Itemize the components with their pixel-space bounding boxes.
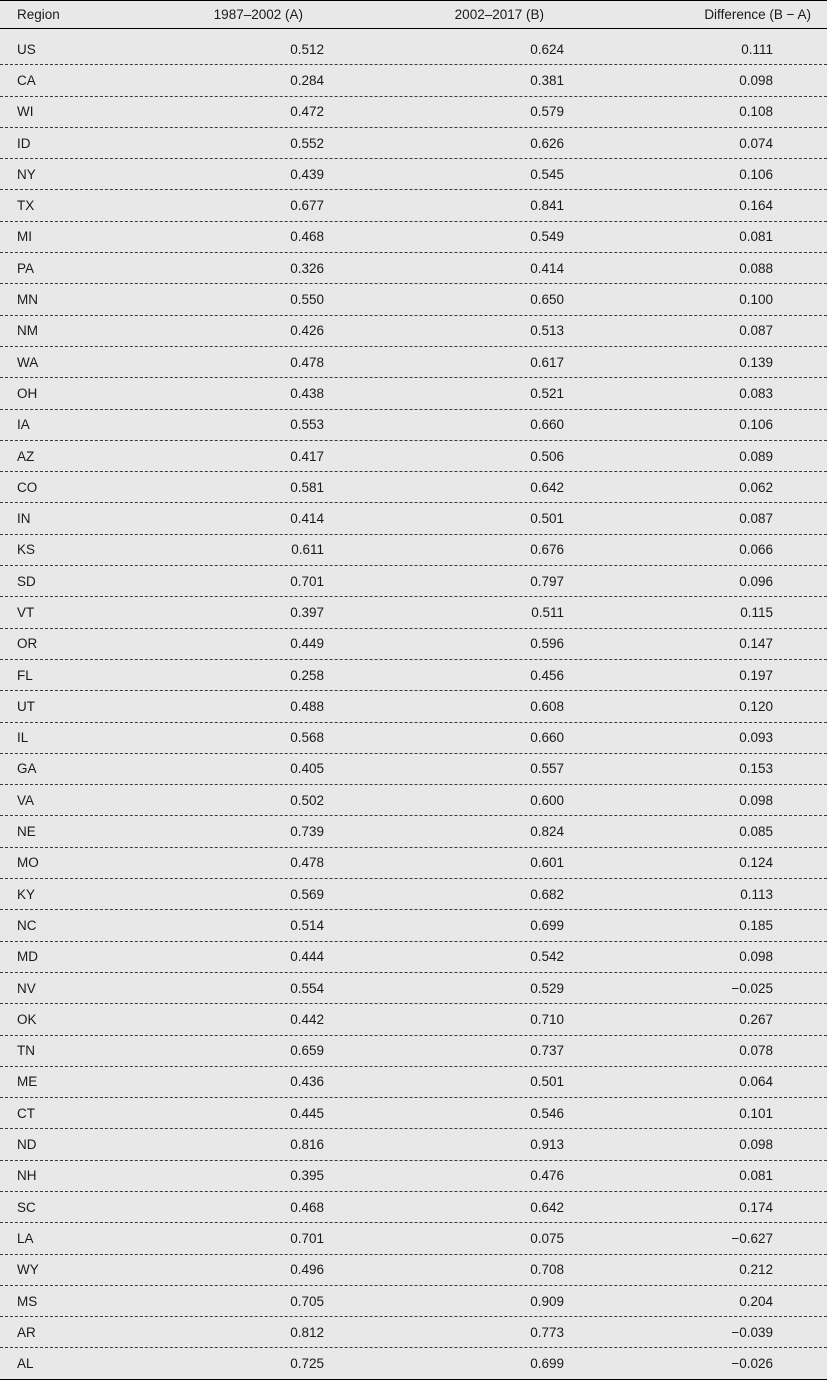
table-row <box>0 1223 827 1254</box>
table-row <box>0 1004 827 1035</box>
cell-period-a: 0.569 <box>290 886 324 902</box>
cell-period-b: 0.542 <box>530 949 564 965</box>
table-row <box>0 691 827 722</box>
cell-period-b: 0.624 <box>530 41 564 57</box>
cell-period-a: 0.659 <box>290 1043 324 1059</box>
table-row <box>0 1348 827 1379</box>
cell-difference: 0.197 <box>739 667 773 683</box>
cell-region: SD <box>17 573 36 589</box>
table-row <box>0 1255 827 1286</box>
table-row <box>0 316 827 347</box>
cell-period-b: 0.596 <box>530 636 564 652</box>
cell-period-a: 0.553 <box>290 417 324 433</box>
cell-region: NC <box>17 917 37 933</box>
cell-period-b: 0.529 <box>530 980 564 996</box>
cell-period-b: 0.682 <box>530 886 564 902</box>
cell-region: KS <box>17 542 36 558</box>
table-row <box>0 347 827 378</box>
cell-period-b: 0.546 <box>530 1105 564 1121</box>
table-row <box>0 503 827 534</box>
table-row <box>0 535 827 566</box>
cell-difference: −0.627 <box>731 1230 773 1246</box>
cell-difference: 0.064 <box>739 1074 773 1090</box>
table-row <box>0 1317 827 1348</box>
cell-period-a: 0.478 <box>290 354 324 370</box>
cell-period-b: 0.513 <box>530 323 564 339</box>
cell-difference: 0.106 <box>739 166 773 182</box>
header-difference: Difference (B − A) <box>704 7 811 22</box>
cell-region: AZ <box>17 448 35 464</box>
table-row <box>0 1286 827 1317</box>
table-row <box>0 1161 827 1192</box>
table-row <box>0 879 827 910</box>
cell-period-b: 0.545 <box>530 166 564 182</box>
cell-difference: 0.098 <box>739 792 773 808</box>
cell-region: IL <box>17 730 29 746</box>
cell-period-a: 0.701 <box>290 1230 324 1246</box>
cell-period-b: 0.617 <box>530 354 564 370</box>
cell-difference: 0.089 <box>739 448 773 464</box>
cell-period-b: 0.650 <box>530 292 564 308</box>
cell-period-b: 0.456 <box>530 667 564 683</box>
cell-difference: 0.106 <box>739 417 773 433</box>
table-row <box>0 1192 827 1223</box>
cell-period-a: 0.395 <box>290 1168 324 1184</box>
cell-region: PA <box>17 260 35 276</box>
cell-period-b: 0.708 <box>530 1262 564 1278</box>
cell-region: NH <box>17 1168 37 1184</box>
cell-region: OH <box>17 385 38 401</box>
cell-period-a: 0.514 <box>290 917 324 933</box>
cell-period-b: 0.737 <box>530 1043 564 1059</box>
cell-period-a: 0.554 <box>290 980 324 996</box>
cell-period-b: 0.699 <box>530 917 564 933</box>
cell-period-b: 0.549 <box>530 229 564 245</box>
cell-difference: 0.088 <box>739 260 773 276</box>
cell-period-b: 0.660 <box>530 730 564 746</box>
cell-difference: 0.113 <box>740 886 773 902</box>
cell-region: MO <box>17 855 39 871</box>
table-row <box>0 597 827 628</box>
cell-region: TX <box>17 198 35 214</box>
cell-period-a: 0.502 <box>290 792 324 808</box>
table-row <box>0 973 827 1004</box>
cell-period-b: 0.642 <box>530 479 564 495</box>
table-row <box>0 34 827 65</box>
cell-difference: 0.267 <box>739 1011 773 1027</box>
cell-period-a: 0.816 <box>290 1137 324 1153</box>
cell-period-b: 0.841 <box>530 198 564 214</box>
cell-period-a: 0.611 <box>291 542 324 558</box>
cell-region: MI <box>17 229 32 245</box>
cell-period-a: 0.552 <box>290 135 324 151</box>
cell-period-b: 0.824 <box>530 824 564 840</box>
cell-period-a: 0.426 <box>290 323 324 339</box>
cell-difference: 0.096 <box>739 573 773 589</box>
table-body <box>0 29 827 1380</box>
cell-period-a: 0.468 <box>290 229 324 245</box>
cell-period-a: 0.417 <box>290 448 324 464</box>
cell-region: ND <box>17 1137 37 1153</box>
cell-difference: 0.108 <box>739 104 773 120</box>
cell-difference: −0.025 <box>731 980 773 996</box>
cell-difference: 0.083 <box>739 385 773 401</box>
cell-period-b: 0.501 <box>530 511 564 527</box>
cell-period-a: 0.258 <box>290 667 324 683</box>
table-row <box>0 1036 827 1067</box>
cell-period-a: 0.444 <box>290 949 324 965</box>
cell-period-a: 0.445 <box>290 1105 324 1121</box>
cell-period-a: 0.478 <box>290 855 324 871</box>
cell-period-a: 0.701 <box>290 573 324 589</box>
table-row <box>0 629 827 660</box>
cell-difference: 0.124 <box>739 855 773 871</box>
cell-period-a: 0.488 <box>290 698 324 714</box>
cell-period-b: 0.557 <box>530 761 564 777</box>
cell-period-b: 0.501 <box>530 1074 564 1090</box>
cell-period-b: 0.579 <box>530 104 564 120</box>
table-row <box>0 816 827 847</box>
cell-period-b: 0.506 <box>530 448 564 464</box>
cell-region: UT <box>17 698 35 714</box>
table-row <box>0 378 827 409</box>
cell-period-b: 0.797 <box>530 573 564 589</box>
cell-period-a: 0.568 <box>290 730 324 746</box>
table-row <box>0 723 827 754</box>
cell-region: WY <box>17 1262 39 1278</box>
cell-region: TN <box>17 1043 35 1059</box>
cell-period-a: 0.397 <box>290 604 324 620</box>
table-row <box>0 910 827 941</box>
cell-period-a: 0.284 <box>290 72 324 88</box>
cell-period-b: 0.642 <box>530 1199 564 1215</box>
cell-period-a: 0.436 <box>290 1074 324 1090</box>
cell-difference: 0.081 <box>739 229 773 245</box>
table-row <box>0 253 827 284</box>
table-row <box>0 1129 827 1160</box>
cell-difference: −0.039 <box>731 1324 773 1340</box>
cell-difference: 0.087 <box>739 511 773 527</box>
cell-difference: 0.066 <box>739 542 773 558</box>
cell-difference: 0.115 <box>740 604 773 620</box>
cell-period-b: 0.909 <box>530 1293 564 1309</box>
table-row <box>0 410 827 441</box>
table-row <box>0 1067 827 1098</box>
cell-region: NE <box>17 824 36 840</box>
cell-period-a: 0.812 <box>290 1324 324 1340</box>
cell-region: AL <box>17 1356 34 1372</box>
cell-region: IA <box>17 417 30 433</box>
header-period-b: 2002–2017 (B) <box>454 7 544 22</box>
table-row <box>0 660 827 691</box>
table-row <box>0 785 827 816</box>
cell-difference: 0.185 <box>739 917 773 933</box>
cell-period-b: 0.676 <box>530 542 564 558</box>
cell-region: CO <box>17 479 38 495</box>
cell-period-a: 0.725 <box>290 1356 324 1372</box>
cell-region: IN <box>17 511 31 527</box>
table-row <box>0 65 827 96</box>
cell-difference: 0.212 <box>739 1262 773 1278</box>
table-row <box>0 284 827 315</box>
cell-region: ME <box>17 1074 38 1090</box>
cell-difference: 0.081 <box>739 1168 773 1184</box>
cell-period-a: 0.442 <box>290 1011 324 1027</box>
cell-region: GA <box>17 761 37 777</box>
cell-region: ID <box>17 135 31 151</box>
cell-difference: 0.147 <box>739 636 773 652</box>
cell-region: MN <box>17 292 38 308</box>
cell-period-a: 0.414 <box>290 511 324 527</box>
cell-difference: 0.098 <box>739 949 773 965</box>
cell-region: KY <box>17 886 36 902</box>
cell-region: MS <box>17 1293 38 1309</box>
cell-period-a: 0.405 <box>290 761 324 777</box>
cell-difference: 0.101 <box>739 1105 773 1121</box>
cell-period-a: 0.438 <box>290 385 324 401</box>
table-row <box>0 441 827 472</box>
cell-period-b: 0.381 <box>530 72 564 88</box>
cell-period-b: 0.626 <box>530 135 564 151</box>
cell-difference: 0.139 <box>739 354 773 370</box>
cell-difference: −0.026 <box>731 1356 773 1372</box>
cell-region: NY <box>17 166 36 182</box>
cell-period-a: 0.439 <box>290 166 324 182</box>
cell-difference: 0.098 <box>739 72 773 88</box>
cell-period-b: 0.710 <box>530 1011 564 1027</box>
cell-region: NM <box>17 323 38 339</box>
cell-period-a: 0.581 <box>290 479 324 495</box>
cell-difference: 0.204 <box>739 1293 773 1309</box>
table-row <box>0 566 827 597</box>
cell-difference: 0.087 <box>739 323 773 339</box>
cell-region: VA <box>17 792 35 808</box>
cell-period-b: 0.476 <box>530 1168 564 1184</box>
cell-period-b: 0.600 <box>530 792 564 808</box>
cell-region: OR <box>17 636 38 652</box>
cell-difference: 0.174 <box>739 1199 773 1215</box>
header-region: Region <box>17 7 60 22</box>
table-row <box>0 942 827 973</box>
cell-period-a: 0.496 <box>290 1262 324 1278</box>
cell-difference: 0.085 <box>739 824 773 840</box>
table-row <box>0 190 827 221</box>
cell-period-b: 0.521 <box>530 385 564 401</box>
cell-period-a: 0.449 <box>290 636 324 652</box>
cell-region: LA <box>17 1230 34 1246</box>
cell-difference: 0.111 <box>741 41 773 57</box>
table-row <box>0 222 827 253</box>
cell-difference: 0.153 <box>739 761 773 777</box>
cell-period-a: 0.326 <box>290 260 324 276</box>
cell-period-a: 0.677 <box>290 198 324 214</box>
table-row <box>0 97 827 128</box>
cell-period-a: 0.739 <box>290 824 324 840</box>
cell-region: WI <box>17 104 34 120</box>
cell-difference: 0.100 <box>739 292 773 308</box>
cell-period-b: 0.660 <box>530 417 564 433</box>
cell-period-b: 0.773 <box>530 1324 564 1340</box>
cell-period-a: 0.472 <box>290 104 324 120</box>
cell-period-b: 0.608 <box>530 698 564 714</box>
cell-difference: 0.078 <box>739 1043 773 1059</box>
cell-difference: 0.062 <box>739 479 773 495</box>
cell-period-b: 0.913 <box>530 1137 564 1153</box>
cell-period-b: 0.601 <box>530 855 564 871</box>
cell-period-b: 0.699 <box>530 1356 564 1372</box>
cell-region: AR <box>17 1324 36 1340</box>
cell-period-a: 0.550 <box>290 292 324 308</box>
cell-period-a: 0.705 <box>290 1293 324 1309</box>
table-row <box>0 472 827 503</box>
cell-difference: 0.074 <box>739 135 773 151</box>
cell-period-b: 0.075 <box>530 1230 564 1246</box>
cell-period-b: 0.511 <box>531 604 564 620</box>
cell-region: CT <box>17 1105 35 1121</box>
cell-region: US <box>17 41 36 57</box>
cell-region: MD <box>17 949 38 965</box>
cell-region: FL <box>17 667 33 683</box>
table-row <box>0 1098 827 1129</box>
table-row <box>0 848 827 879</box>
cell-period-a: 0.512 <box>290 41 324 57</box>
cell-region: SC <box>17 1199 36 1215</box>
cell-difference: 0.098 <box>739 1137 773 1153</box>
cell-region: NV <box>17 980 36 996</box>
table-row <box>0 128 827 159</box>
cell-region: CA <box>17 72 36 88</box>
cell-region: VT <box>17 604 35 620</box>
table-header <box>0 1 827 29</box>
cell-period-b: 0.414 <box>530 260 564 276</box>
table-row <box>0 754 827 785</box>
cell-period-a: 0.468 <box>290 1199 324 1215</box>
cell-region: OK <box>17 1011 37 1027</box>
header-period-a: 1987–2002 (A) <box>213 7 303 22</box>
table-row <box>0 159 827 190</box>
cell-difference: 0.093 <box>739 730 773 746</box>
cell-difference: 0.120 <box>739 698 773 714</box>
cell-region: WA <box>17 354 39 370</box>
cell-difference: 0.164 <box>739 198 773 214</box>
